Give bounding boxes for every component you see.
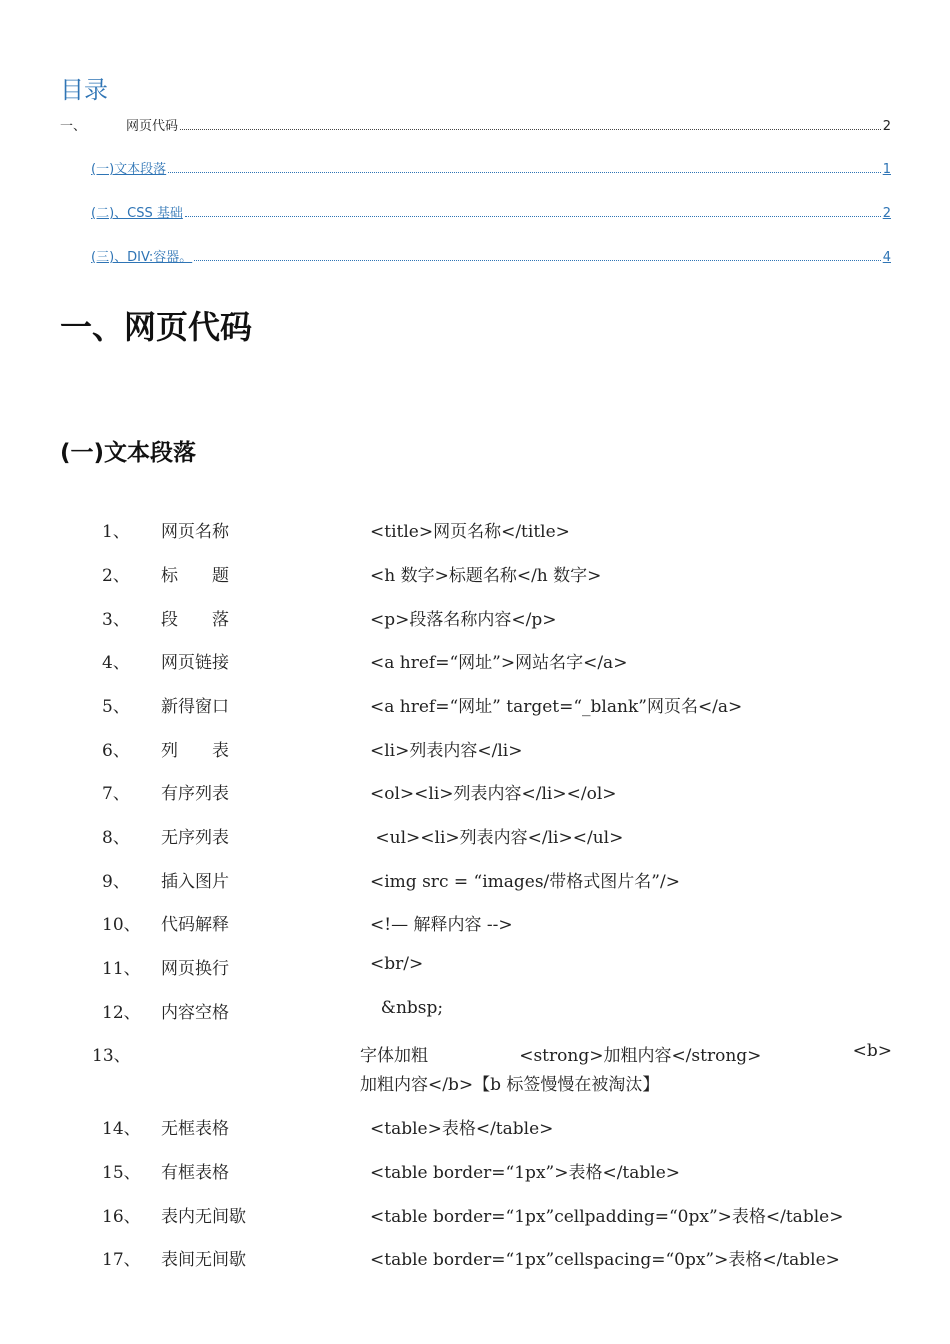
list-item (0, 1114, 950, 1144)
list-item (0, 1202, 950, 1232)
list-item (0, 910, 950, 940)
toc-entry-page: 2 (882, 119, 891, 134)
item-number: 11、 (102, 959, 141, 979)
item-code: <img src = “images/带格式图片名”/> (370, 872, 680, 892)
item-code: <table>表格</table> (370, 1119, 554, 1139)
item-number: 15、 (102, 1163, 141, 1183)
list-item (0, 779, 950, 809)
item-number: 14、 (102, 1119, 141, 1139)
toc-entry-label: 网页代码 (126, 119, 179, 134)
item-name: 网页换行 (161, 959, 229, 979)
toc-link-page[interactable]: 4 (882, 250, 891, 265)
list-item (0, 517, 950, 547)
list-item (0, 998, 950, 1028)
list-item (0, 692, 950, 722)
item-number: 9、 (102, 872, 130, 892)
item-number: 7、 (102, 784, 130, 804)
item-number: 13、 (92, 1046, 131, 1066)
toc-entry-1[interactable] (60, 114, 891, 134)
list-item (0, 736, 950, 766)
item-name: 有框表格 (161, 1163, 229, 1183)
item-code: <p>段落名称内容</p> (370, 610, 557, 630)
item-name: 插入图片 (161, 872, 229, 892)
list-item (0, 954, 950, 984)
section-heading: 一、网页代码 (60, 308, 253, 346)
item-code: <table border=“1px”cellspacing=“0px”>表格</table> (370, 1250, 840, 1270)
item-line (360, 1041, 892, 1066)
list-item (0, 648, 950, 678)
item-name: 内容空格 (161, 1003, 229, 1023)
toc-link-label[interactable]: (二)、CSS 基础 (91, 206, 183, 221)
item-number: 10、 (102, 915, 141, 935)
list-item (0, 823, 950, 853)
toc-sub-entry-2[interactable] (91, 201, 891, 221)
item-number: 17、 (102, 1250, 141, 1270)
list-item (0, 561, 950, 591)
toc-link-page[interactable]: 2 (882, 206, 891, 221)
item-code: <ol><li>列表内容</li></ol> (370, 784, 617, 804)
subsection-heading: (一)文本段落 (60, 440, 197, 466)
item-code: <a href=“网址” target=“_blank”网页名</a> (370, 697, 743, 717)
item-number: 8、 (102, 828, 130, 848)
toc-link-page[interactable]: 1 (882, 162, 891, 177)
item-number: 6、 (102, 741, 130, 761)
item-code: <li>列表内容</li> (370, 741, 523, 761)
item-name: 段 落 (161, 610, 229, 630)
item-code: <ul><li>列表内容</li></ul> (370, 828, 624, 848)
item-number: 5、 (102, 697, 130, 717)
toc-leader-dots (168, 171, 881, 173)
item-number: 1、 (102, 522, 130, 542)
toc-title: 目录 (60, 76, 108, 104)
list-item (0, 1245, 950, 1275)
item-code-continuation: 加粗内容</b>【b 标签慢慢在被淘汰】 (360, 1075, 660, 1095)
item-code: <h 数字>标题名称</h 数字> (370, 566, 602, 586)
item-code: <title>网页名称</title> (370, 522, 570, 542)
list-item (0, 605, 950, 635)
item-code: <table border=“1px”cellpadding=“0px”>表格</table> (370, 1207, 844, 1227)
item-name: 代码解释 (161, 915, 229, 935)
toc-leader-dots (185, 215, 881, 217)
list-item (0, 867, 950, 897)
item-code: <table border=“1px”>表格</table> (370, 1163, 681, 1183)
item-number: 4、 (102, 653, 130, 673)
toc-entry-number: 一、 (60, 119, 87, 134)
item-name: 列 表 (161, 741, 229, 761)
item-code: <!— 解释内容 --> (370, 915, 513, 935)
item-code: <strong>加粗内容</strong> (519, 1046, 762, 1066)
toc-sub-entry-1[interactable] (91, 157, 891, 177)
item-code: <b> (852, 1041, 892, 1061)
item-name: 网页链接 (161, 653, 229, 673)
item-name: 无序列表 (161, 828, 229, 848)
item-name: 有序列表 (161, 784, 229, 804)
item-number: 12、 (102, 1003, 141, 1023)
toc-leader-dots (194, 259, 881, 261)
item-name: 无框表格 (161, 1119, 229, 1139)
item-number: 3、 (102, 610, 130, 630)
item-number: 2、 (102, 566, 130, 586)
item-code: <br/> (370, 954, 424, 974)
item-code: <a href=“网址”>网站名字</a> (370, 653, 628, 673)
item-code: &nbsp; (370, 998, 444, 1018)
item-name: 网页名称 (161, 522, 229, 542)
item-number: 16、 (102, 1207, 141, 1227)
item-name: 表间无间歇 (161, 1250, 246, 1270)
toc-link-label[interactable]: (一)文本段落 (91, 162, 167, 177)
list-item (0, 1158, 950, 1188)
item-name: 字体加粗 (360, 1046, 428, 1066)
item-name: 表内无间歇 (161, 1207, 246, 1227)
toc-link-label[interactable]: (三)、DIV:容器。 (91, 250, 193, 265)
toc-leader-dots (180, 128, 881, 130)
item-name: 新得窗口 (161, 697, 229, 717)
toc-sub-entry-3[interactable] (91, 245, 891, 265)
item-name: 标 题 (161, 566, 229, 586)
